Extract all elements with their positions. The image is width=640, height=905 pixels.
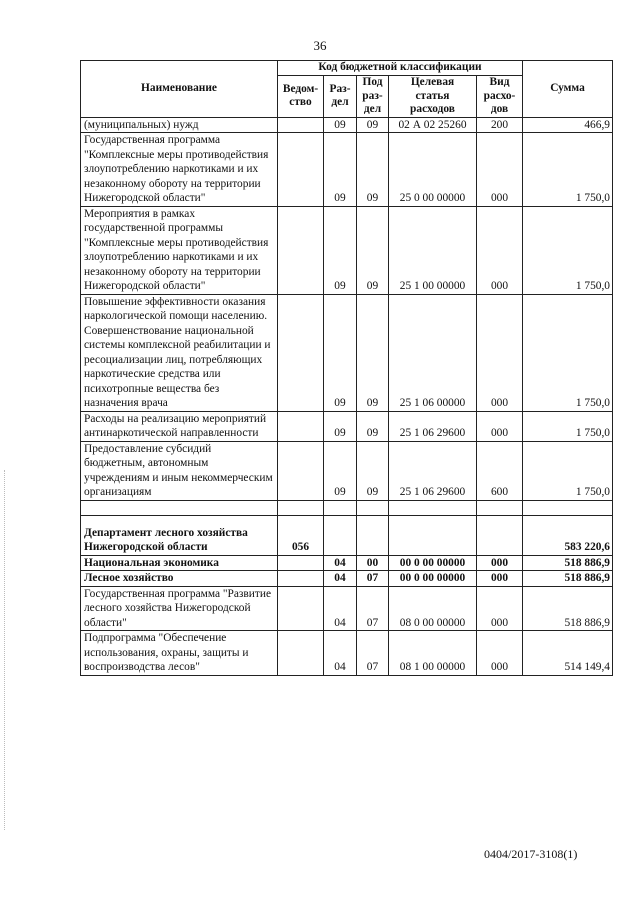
section-vid: 000 [477, 555, 523, 571]
section-razdel: 04 [324, 555, 357, 571]
row-vid: 000 [477, 133, 523, 207]
row-sum: 1 750,0 [523, 133, 613, 207]
section-name: Лесное хозяйство [81, 571, 278, 587]
row-vid: 200 [477, 117, 523, 133]
document-code: 0404/2017-3108(1) [484, 847, 578, 861]
row-target: 25 1 00 00000 [389, 206, 477, 294]
header-target: Целевая статья расходов [389, 76, 477, 118]
row-vid: 000 [477, 631, 523, 676]
row-sum: 1 750,0 [523, 294, 613, 411]
row-sum: 1 750,0 [523, 411, 613, 441]
row-podrazdel: 09 [357, 411, 389, 441]
row-target: 08 1 00 00000 [389, 631, 477, 676]
row-vid: 000 [477, 206, 523, 294]
row-ved [278, 411, 324, 441]
row-ved [278, 586, 324, 631]
row-target: 02 А 02 25260 [389, 117, 477, 133]
row-target: 25 1 06 00000 [389, 294, 477, 411]
header-podrazdel: Под раз- дел [357, 76, 389, 118]
row-target: 25 1 06 29600 [389, 411, 477, 441]
section-podrazdel: 00 [357, 555, 389, 571]
department-target [389, 515, 477, 555]
margin-scan-mark [4, 470, 7, 830]
table-row [81, 631, 613, 676]
section-podrazdel: 07 [357, 571, 389, 587]
row-name: Подпрограмма "Обеспечение использования, охраны, защиты и воспроизводства лесов" [81, 631, 278, 676]
row-sum: 466,9 [523, 117, 613, 133]
row-ved [278, 294, 324, 411]
page-number: 36 [313, 38, 327, 53]
row-podrazdel: 07 [357, 631, 389, 676]
row-sum: 514 149,4 [523, 631, 613, 676]
row-target: 25 0 00 00000 [389, 133, 477, 207]
header-code-group: Код бюджетной классификации [278, 61, 523, 76]
section-razdel: 04 [324, 571, 357, 587]
section-vid: 000 [477, 571, 523, 587]
row-vid: 000 [477, 294, 523, 411]
row-name: Расходы на реализацию мероприятий антинаркотической направленности [81, 411, 278, 441]
row-podrazdel: 09 [357, 206, 389, 294]
row-vid: 600 [477, 441, 523, 500]
row-podrazdel: 09 [357, 441, 389, 500]
department-ved: 056 [278, 515, 324, 555]
header-razdel: Раз- дел [324, 76, 357, 118]
section-name: Национальная экономика [81, 555, 278, 571]
table-row [81, 441, 613, 500]
department-name: Департамент лесного хозяйства Нижегородской области [81, 515, 278, 555]
row-razdel: 09 [324, 117, 357, 133]
row-vid: 000 [477, 411, 523, 441]
row-sum: 1 750,0 [523, 206, 613, 294]
row-sum: 1 750,0 [523, 441, 613, 500]
section-target: 00 0 00 00000 [389, 555, 477, 571]
department-vid [477, 515, 523, 555]
row-podrazdel: 09 [357, 117, 389, 133]
section-sum: 518 886,9 [523, 555, 613, 571]
section-ved [278, 555, 324, 571]
row-vid: 000 [477, 586, 523, 631]
row-ved [278, 117, 324, 133]
table-row [81, 294, 613, 411]
department-podrazdel [357, 515, 389, 555]
row-ved [278, 441, 324, 500]
row-name: Повышение эффективности оказания наркологической помощи населению. Совершенствование национальной системы комплексной реабилитации и ресоциализации лиц, потребляющих наркотические средства или психотропные вещества без назначения врача [81, 294, 278, 411]
header-vedomstvo: Ведом- ство [278, 76, 324, 118]
row-razdel: 09 [324, 133, 357, 207]
section-sum: 518 886,9 [523, 571, 613, 587]
header-sum: Сумма [523, 61, 613, 118]
department-razdel [324, 515, 357, 555]
section-row [81, 555, 613, 571]
row-podrazdel: 07 [357, 586, 389, 631]
row-name: Государственная программа "Развитие лесного хозяйства Нижегородской области" [81, 586, 278, 631]
table-row [81, 206, 613, 294]
header-vid: Вид расхо- дов [477, 76, 523, 118]
department-row [81, 515, 613, 555]
row-name: (муниципальных) нужд [81, 117, 278, 133]
budget-table [80, 60, 613, 676]
table-row [81, 411, 613, 441]
row-name: Мероприятия в рамках государственной программы "Комплексные меры противодействия злоупотреблению наркотиками и их незаконному обороту на территории Нижегородской области" [81, 206, 278, 294]
row-razdel: 09 [324, 441, 357, 500]
department-sum: 583 220,6 [523, 515, 613, 555]
table-row [81, 586, 613, 631]
row-razdel: 09 [324, 411, 357, 441]
row-name: Предоставление субсидий бюджетным, автономным учреждениям и иным некоммерческим организациям [81, 441, 278, 500]
row-ved [278, 206, 324, 294]
section-ved [278, 571, 324, 587]
table-row [81, 117, 613, 133]
row-ved [278, 631, 324, 676]
row-podrazdel: 09 [357, 294, 389, 411]
table-row [81, 133, 613, 207]
row-ved [278, 133, 324, 207]
row-razdel: 04 [324, 586, 357, 631]
row-razdel: 09 [324, 206, 357, 294]
row-razdel: 09 [324, 294, 357, 411]
section-row [81, 571, 613, 587]
row-target: 08 0 00 00000 [389, 586, 477, 631]
row-razdel: 04 [324, 631, 357, 676]
header-name: Наименование [81, 61, 278, 118]
section-target: 00 0 00 00000 [389, 571, 477, 587]
row-target: 25 1 06 29600 [389, 441, 477, 500]
empty-row [81, 500, 613, 515]
row-sum: 518 886,9 [523, 586, 613, 631]
row-podrazdel: 09 [357, 133, 389, 207]
row-name: Государственная программа "Комплексные меры противодействия злоупотреблению наркотиками и их незаконному обороту на территории Нижегородской области" [81, 133, 278, 207]
